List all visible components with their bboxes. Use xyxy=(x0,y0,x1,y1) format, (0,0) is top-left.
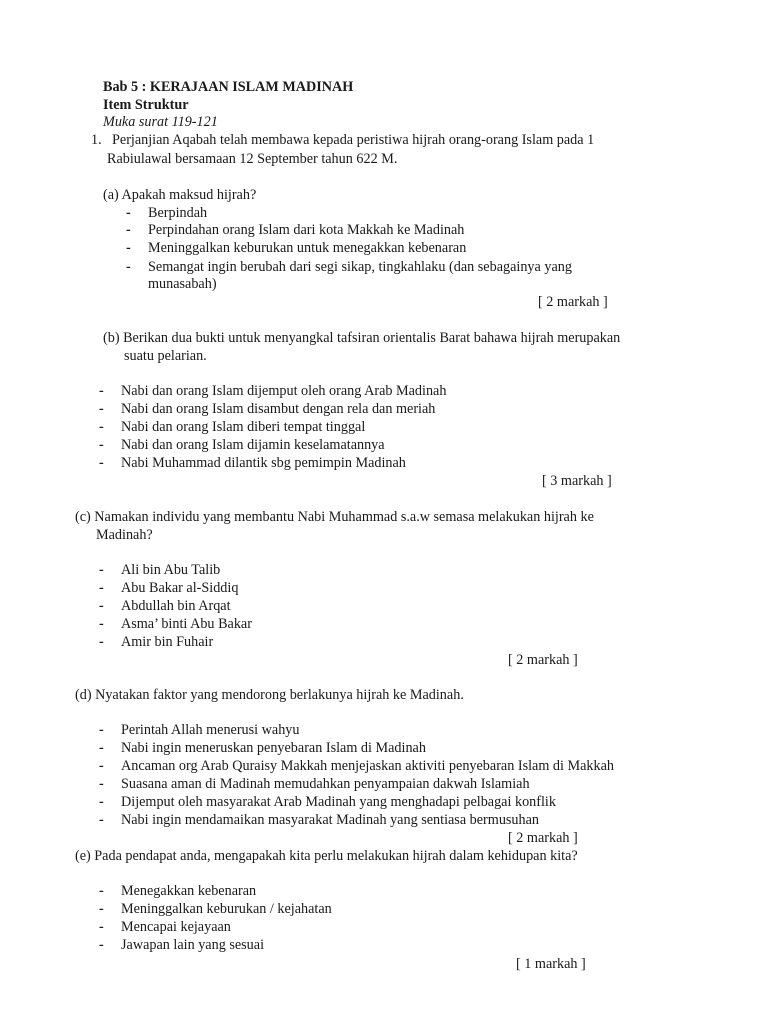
bullet-dash: - xyxy=(99,383,104,399)
bullet-dash: - xyxy=(99,401,104,417)
part-e-question: (e) Pada pendapat anda, mengapakah kita perlu melakukan hijrah dalam kehidupan kita? xyxy=(75,848,578,864)
bullet-dash: - xyxy=(99,883,104,899)
part-b-question-line1: (b) Berikan dua bukti untuk menyangkal tafsiran orientalis Barat bahawa hijrah merupakan xyxy=(103,330,621,346)
part-e-answer: Menegakkan kebenaran xyxy=(121,883,257,899)
bullet-dash: - xyxy=(99,758,104,774)
bullet-dash: - xyxy=(99,919,104,935)
part-a-answer: Meninggalkan keburukan untuk menegakkan kebenaran xyxy=(148,240,467,256)
part-d-question: (d) Nyatakan faktor yang mendorong berlakunya hijrah ke Madinah. xyxy=(75,687,464,703)
part-a-question: (a) Apakah maksud hijrah? xyxy=(103,187,257,203)
part-a-answer-continued: munasabah) xyxy=(148,276,217,292)
part-e-answer: Meninggalkan keburukan / kejahatan xyxy=(121,901,332,917)
part-c-answer: Abdullah bin Arqat xyxy=(121,598,231,614)
part-b-answer: Nabi dan orang Islam dijemput oleh orang Arab Madinah xyxy=(121,383,447,399)
bullet-dash: - xyxy=(99,598,104,614)
question-stem-line2: Rabiulawal bersamaan 12 September tahun 622 M. xyxy=(107,151,398,167)
part-c-answer: Ali bin Abu Talib xyxy=(121,562,221,578)
part-e-marks: [ 1 markah ] xyxy=(516,956,586,972)
part-a-marks: [ 2 markah ] xyxy=(538,294,608,310)
bullet-dash: - xyxy=(99,901,104,917)
part-b-answer: Nabi dan orang Islam diberi tempat tinggal xyxy=(121,419,366,435)
bullet-dash: - xyxy=(99,722,104,738)
part-b-answer: Nabi dan orang Islam dijamin keselamatannya xyxy=(121,437,385,453)
bullet-dash: - xyxy=(99,580,104,596)
part-b-marks: [ 3 markah ] xyxy=(542,473,612,489)
part-d-answer: Dijemput oleh masyarakat Arab Madinah yang menghadapi pelbagai konflik xyxy=(121,794,556,810)
part-d-answer: Perintah Allah menerusi wahyu xyxy=(121,722,300,738)
chapter-title: Bab 5 : KERAJAAN ISLAM MADINAH xyxy=(103,79,354,95)
part-e-answer: Mencapai kejayaan xyxy=(121,919,231,935)
bullet-dash: - xyxy=(126,205,131,221)
bullet-dash: - xyxy=(99,812,104,828)
bullet-dash: - xyxy=(126,222,131,238)
bullet-dash: - xyxy=(99,740,104,756)
part-b-answer: Nabi Muhammad dilantik sbg pemimpin Madinah xyxy=(121,455,406,471)
part-b-question-line2: suatu pelarian. xyxy=(124,348,207,364)
part-c-question-line1: (c) Namakan individu yang membantu Nabi Muhammad s.a.w semasa melakukan hijrah ke xyxy=(75,509,594,525)
part-c-answer: Asma’ binti Abu Bakar xyxy=(121,616,252,632)
part-c-answer: Abu Bakar al-Siddiq xyxy=(121,580,239,596)
part-a-answer: Berpindah xyxy=(148,205,208,221)
part-d-answer: Suasana aman di Madinah memudahkan penyampaian dakwah Islamiah xyxy=(121,776,530,792)
part-a-answer: Perpindahan orang Islam dari kota Makkah ke Madinah xyxy=(148,222,465,238)
bullet-dash: - xyxy=(99,794,104,810)
part-d-answer: Ancaman org Arab Quraisy Makkah menjejaskan aktiviti penyebaran Islam di Makkah xyxy=(121,758,615,774)
question-number: 1. xyxy=(91,132,102,148)
part-c-marks: [ 2 markah ] xyxy=(508,652,578,668)
question-stem-line1: Perjanjian Aqabah telah membawa kepada peristiwa hijrah orang-orang Islam pada 1 xyxy=(112,132,595,148)
part-e-answer: Jawapan lain yang sesuai xyxy=(121,937,265,953)
item-type-heading: Item Struktur xyxy=(103,97,189,113)
bullet-dash: - xyxy=(99,616,104,632)
part-c-question-line2: Madinah? xyxy=(96,527,153,543)
bullet-dash: - xyxy=(99,634,104,650)
part-a-answer: Semangat ingin berubah dari segi sikap, tingkahlaku (dan sebagainya yang xyxy=(148,259,572,275)
bullet-dash: - xyxy=(99,455,104,471)
part-d-answer: Nabi ingin mendamaikan masyarakat Madinah yang sentiasa bermusuhan xyxy=(121,812,540,828)
bullet-dash: - xyxy=(99,937,104,953)
bullet-dash: - xyxy=(99,776,104,792)
part-d-marks: [ 2 markah ] xyxy=(508,830,578,846)
bullet-dash: - xyxy=(126,259,131,275)
part-b-answer: Nabi dan orang Islam disambut dengan rela dan meriah xyxy=(121,401,436,417)
part-d-answer: Nabi ingin meneruskan penyebaran Islam di Madinah xyxy=(121,740,426,756)
bullet-dash: - xyxy=(126,240,131,256)
bullet-dash: - xyxy=(99,437,104,453)
bullet-dash: - xyxy=(99,562,104,578)
part-c-answer: Amir bin Fuhair xyxy=(121,634,214,650)
page-reference: Muka surat 119-121 xyxy=(103,114,218,130)
bullet-dash: - xyxy=(99,419,104,435)
